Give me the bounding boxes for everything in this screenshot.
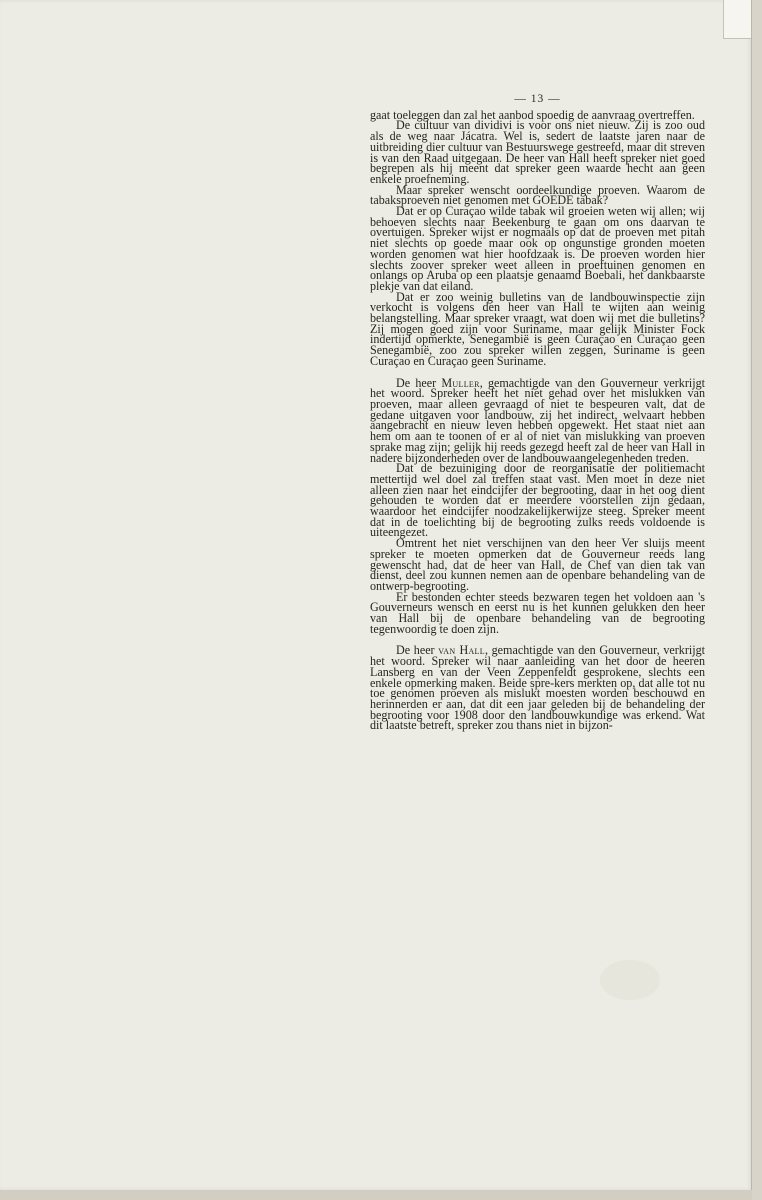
paragraph — [370, 645, 705, 731]
paragraph — [370, 289, 705, 368]
speaker-prefix: De heer — [396, 643, 439, 658]
paragraph-text: , gemachtigde van den Gouverneur verkrijgt het woord. Spreker heeft het niet gehad over het mislukken van proeven, maar alleen gevraagd of niet te bespeuren valt, dat de gedane uitgaven voor landbouw, zij het indirect, welvaart hebben aangebracht en nieuw leven hebben opgewekt. Het staat niet aan hem om aan te toonen of er al of niet van mislukking van proeven sprake mag zijn; gelijk hij reeds gezegd heeft zal de heer van Hall in nadere bijzonderheden over de landbouwaangelegenheden treden. — [370, 375, 705, 465]
paragraph-text: De cultuur van dividivi is voor ons niet nieuw. Zij is zoo oud als de weg naar Jácatra. Wel is, sedert de laatste jaren naar de uitbreiding dier cultuur van Bestuurswege gestreefd, maar dit streven is van den Raad uitgegaan. De heer van Hall heeft spreker niet goed begrepen als hij meent dat spreker geen waarde hecht aan geen enkele proefneming. — [370, 118, 705, 186]
speaker-prefix: De heer — [396, 375, 442, 390]
paragraph — [370, 589, 705, 636]
paragraph-text: , gemachtigde van den Gouverneur, verkrijgt het woord. Spreker wil naar aanleiding van het door de heeren Lansberg en van der Veen Zeppenfeldt gesprokene, slechts een enkele opmerking maken. Beide spre-kers merkten op, dat alle tot nu toe genomen proeven als mislukt moesten worden beschouwd en herinnerden er aan, dat dit een jaar geleden bij de behandeling der begrooting voor 1908 door den landbouwkundige was erkend. Wat dit laatste betreft, spreker zou thans niet in bijzon- — [370, 643, 705, 733]
paragraph-list — [370, 107, 705, 733]
paragraph — [370, 120, 705, 184]
paragraph-text: Maar spreker wenscht oordeelkundige proeven. Waarom de tabaksproeven niet genomen met GOEDE tabak? — [370, 182, 705, 208]
paragraph-text: Er bestonden echter steeds bezwaren tegen het voldoen aan 's Gouverneurs wensch en eerst nu is het kunnen gelukken den heer van Hall bij de openbare behandeling van de begrooting tegenwoordig te doen zijn. — [370, 589, 705, 636]
speaker-name: Muller — [441, 375, 480, 390]
paragraph — [370, 538, 705, 592]
paragraph — [370, 375, 705, 465]
paragraph — [370, 206, 705, 292]
paragraph — [370, 182, 705, 208]
page-edge — [751, 0, 762, 1200]
page-number: — 13 — — [514, 93, 561, 105]
paragraph-text: Omtrent het niet verschijnen van den heer Ver sluijs meent spreker te moeten opmerken dat de Gouverneur reeds lang gewenscht had, dat de heer van Hall, de Chef van dien tak van dienst, deel zou kunnen nemen aan de openbare behandeling van de ontwerp-begrooting. — [370, 536, 705, 593]
page-bottom-edge — [0, 1190, 752, 1200]
paragraph — [370, 463, 705, 538]
corner-tab — [723, 0, 752, 39]
paragraph-text: Dat er zoo weinig bulletins van de landbouwinspectie zijn verkocht is volgens den heer van Hall te wijten aan weinig belangstelling. Maar spreker vraagt, wat doen wij met die bulletins? Zij mogen goed zijn voor Suriname, maar gelijk Minister Fock indertijd opmerkte, Senegambië is geen Curaçao en Curaçao geen Senegambië, zoo zou spreker willen zeggen, Suriname is geen Curaçao en Curaçao geen Suriname. — [370, 289, 705, 368]
paragraph-text: Dat de bezuiniging door de reorganisatie der politiemacht mettertijd wel doel zal treffen staat vast. Men moet in deze niet alleen zien naar het eindcijfer der begrooting, daar in het oog dient gehouden te worden dat er meerdere voorstellen zijn gedaan, waardoor het eindcijfer noodzakelijkerwijze steeg. Spreker meent dat in de toelichting bij de begrooting zulks reeds voldoende is uiteengezet. — [370, 461, 705, 540]
paragraph-text: gaat toeleggen dan zal het aanbod spoedig de aanvraag overtreffen. — [370, 107, 695, 122]
paper-stain — [600, 960, 660, 1000]
paragraph-text: Dat er op Curaçao wilde tabak wil groeien weten wij allen; wij behoeven slechts naar Beekenburg te gaan om ons daarvan te overtuigen. Spreker wijst er nogmaals op dat de proeven met pitah niet slechts op goede maar ook op ongunstige gronden moeten worden genomen wat hier hoofdzaak is. De proeven worden hier slechts zoover spreker weet alleen in proeftuinen genomen en onlangs op Aruba op een plaatsje genaamd Boebali, het dankbaarste plekje van dat eiland. — [370, 204, 705, 293]
text-column — [370, 94, 705, 731]
speaker-name: van Hall — [438, 643, 485, 658]
